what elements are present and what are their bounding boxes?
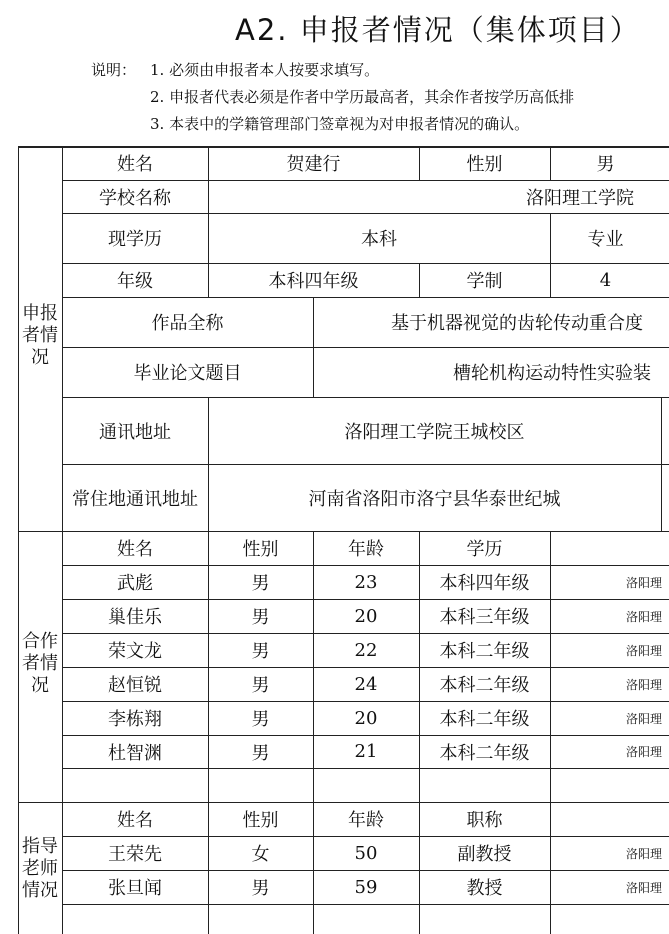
collab-education: 本科二年级 xyxy=(439,709,530,730)
collab-education: 本科四年级 xyxy=(439,573,530,594)
advisor-title: 教授 xyxy=(466,878,503,899)
work-title-label: 作品全称 xyxy=(151,313,224,334)
instructions-prefix: 说明： xyxy=(91,61,137,79)
advisor-name: 张旦闻 xyxy=(108,878,162,899)
collab-name: 李栋翔 xyxy=(108,709,162,730)
home-address: 河南省洛阳市洛宁县华泰世纪城 xyxy=(308,488,561,510)
advisor-header-age: 年龄 xyxy=(348,810,384,831)
collab-gender: 男 xyxy=(251,709,270,730)
advisor-unit: 洛阳理 xyxy=(626,846,663,861)
thesis-label: 毕业论文题目 xyxy=(133,363,242,384)
home-address-label: 常住地通讯地址 xyxy=(72,488,198,510)
collab-gender: 男 xyxy=(251,607,270,628)
applicant-name: 贺建行 xyxy=(286,154,341,175)
collab-age: 21 xyxy=(354,741,378,762)
instruction-3: 3. 本表中的学籍管理部门签章视为对申报者情况的确认。 xyxy=(150,115,530,133)
collab-unit: 洛阳理 xyxy=(626,711,663,726)
thesis-title: 槽轮机构运动特性实验装 xyxy=(453,363,651,384)
applicant-gender: 男 xyxy=(596,154,615,175)
collab-education: 本科二年级 xyxy=(439,742,530,764)
applicant-school: 洛阳理工学院 xyxy=(526,187,634,209)
collab-age: 23 xyxy=(354,571,378,593)
collab-header-name: 姓名 xyxy=(117,539,153,560)
collab-gender: 男 xyxy=(251,573,270,594)
collaborators-section-label: 合作 者情 况 xyxy=(22,631,58,696)
duration-label: 学制 xyxy=(466,271,503,292)
collab-unit: 洛阳理 xyxy=(626,677,663,692)
advisor-gender: 女 xyxy=(251,844,270,865)
collab-education: 本科二年级 xyxy=(439,641,530,662)
collab-header-education: 学历 xyxy=(466,539,503,560)
collab-name: 巢佳乐 xyxy=(108,607,162,628)
collab-education: 本科三年级 xyxy=(439,607,530,628)
collab-gender: 男 xyxy=(251,675,270,696)
applicant-section-label: 申报 者情 况 xyxy=(22,303,58,368)
advisor-age: 59 xyxy=(354,876,378,898)
address-label: 通讯地址 xyxy=(99,421,171,443)
instruction-2: 2. 申报者代表必须是作者中学历最高者，其余作者按学历高低排 xyxy=(150,88,575,106)
collab-gender: 男 xyxy=(251,641,270,662)
collab-unit: 洛阳理 xyxy=(626,575,663,590)
collab-age: 20 xyxy=(354,707,378,729)
education-label: 现学历 xyxy=(108,229,162,250)
advisors-section-label: 指导 老师 情况 xyxy=(22,836,58,901)
major-label: 专业 xyxy=(587,229,624,250)
collab-education: 本科二年级 xyxy=(439,675,530,696)
collab-name: 杜智渊 xyxy=(108,742,162,764)
collab-unit: 洛阳理 xyxy=(626,745,663,759)
name-label: 姓名 xyxy=(117,154,153,175)
collab-name: 武彪 xyxy=(117,573,153,594)
collab-age: 20 xyxy=(354,605,378,627)
advisor-name: 王荣先 xyxy=(108,844,162,865)
applicant-duration: 4 xyxy=(599,269,612,291)
collab-name: 荣文龙 xyxy=(108,641,162,662)
collab-name: 赵恒锐 xyxy=(108,675,162,696)
work-title: 基于机器视觉的齿轮传动重合度 xyxy=(391,313,643,334)
collab-header-gender: 性别 xyxy=(242,539,279,560)
advisor-title: 副教授 xyxy=(457,844,512,865)
collab-header-age: 年龄 xyxy=(348,539,384,560)
collab-gender: 男 xyxy=(251,742,270,764)
advisor-unit: 洛阳理 xyxy=(626,880,663,895)
advisor-header-gender: 性别 xyxy=(242,810,279,831)
page-title: A2. 申报者情况（集体项目） xyxy=(235,13,641,47)
collab-unit: 洛阳理 xyxy=(626,609,663,624)
advisor-age: 50 xyxy=(354,842,378,864)
applicant-grade: 本科四年级 xyxy=(268,271,359,292)
grade-label: 年级 xyxy=(117,271,153,292)
applicant-education: 本科 xyxy=(361,229,397,250)
school-label: 学校名称 xyxy=(99,187,171,209)
instruction-1: 1. 必须由申报者本人按要求填写。 xyxy=(150,61,380,79)
advisor-header-title: 职称 xyxy=(466,810,503,831)
advisor-header-name: 姓名 xyxy=(117,810,153,831)
collab-age: 22 xyxy=(354,639,378,661)
gender-label: 性别 xyxy=(466,154,503,175)
collab-unit: 洛阳理 xyxy=(626,643,663,658)
advisor-gender: 男 xyxy=(251,878,270,899)
collab-age: 24 xyxy=(354,673,378,695)
applicant-address: 洛阳理工学院王城校区 xyxy=(344,421,525,443)
